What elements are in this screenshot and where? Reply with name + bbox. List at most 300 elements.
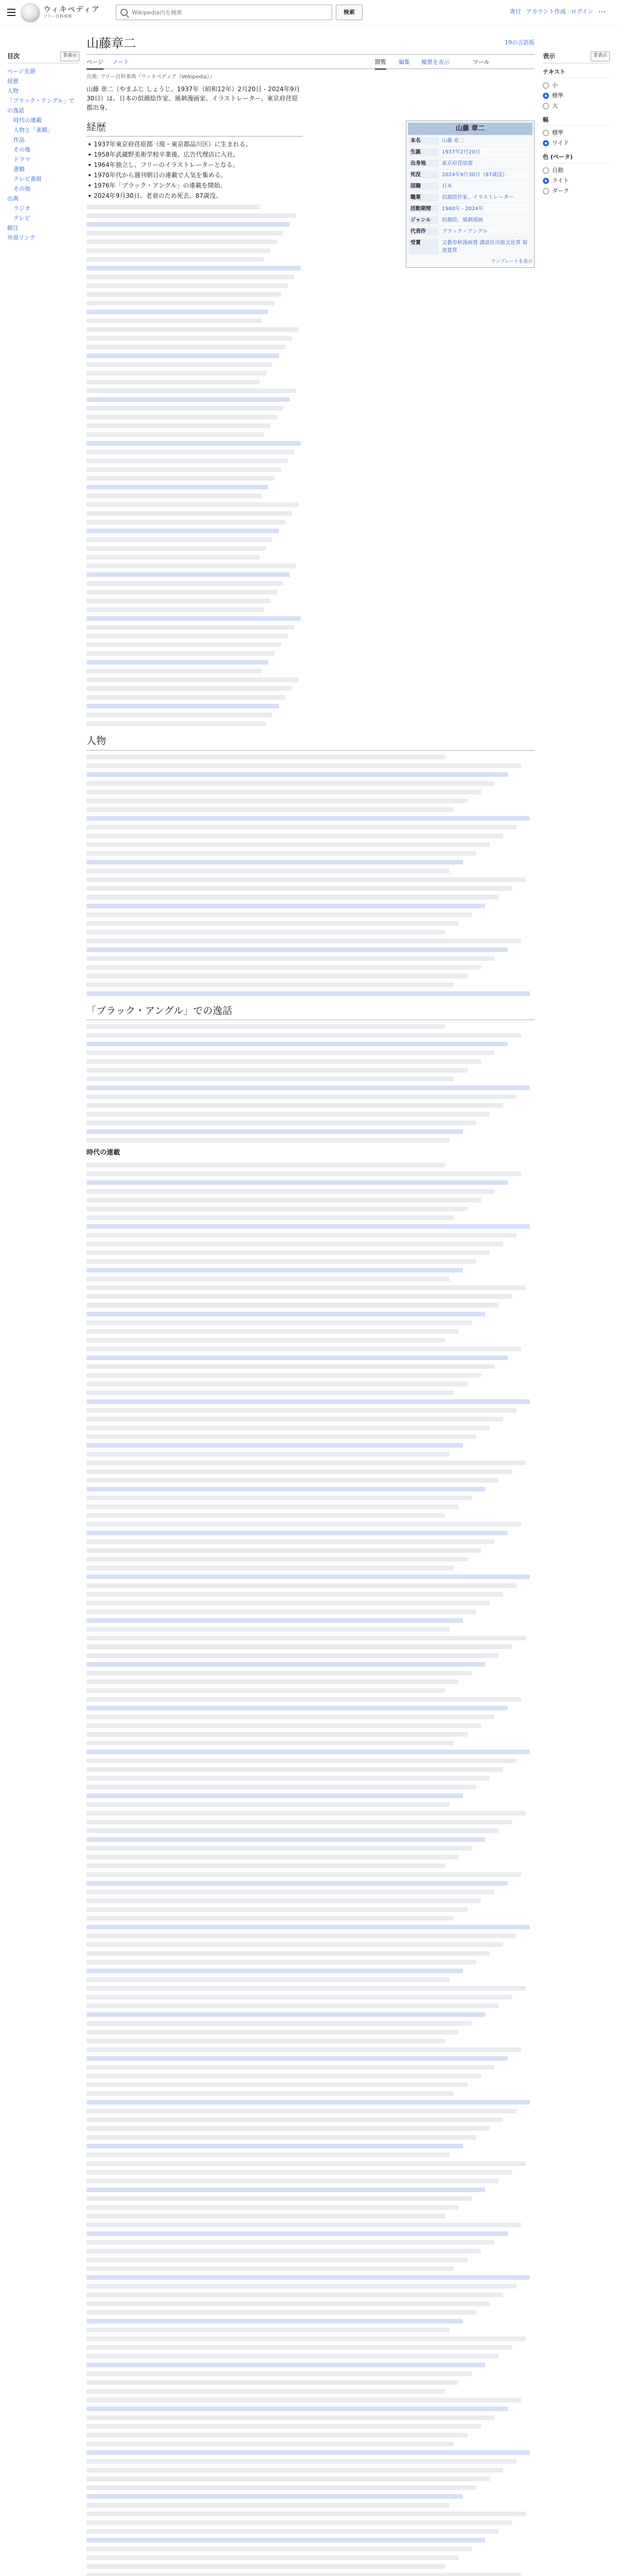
body-text-line: [87, 886, 512, 891]
body-text-line: [87, 825, 517, 829]
body-text-line: [87, 1373, 481, 1378]
toc-hide-button[interactable]: 非表示: [60, 52, 79, 61]
body-text-line: [87, 1426, 490, 1430]
body-text-line: [87, 634, 288, 638]
body-text-line: [87, 1198, 481, 1202]
body-text-line: [87, 494, 262, 498]
body-text-line: [87, 772, 508, 777]
option-label: 自動: [552, 166, 563, 174]
body-text-line: [87, 1478, 499, 1483]
body-text-line: [87, 327, 299, 332]
infobox-key: 生誕: [409, 148, 439, 156]
subsection-series: 時代の連載: [87, 1149, 121, 1157]
body-text-line: [87, 781, 494, 786]
body-text-line: [87, 895, 499, 900]
body-text-line: [87, 1138, 450, 1143]
body-text-line: [87, 1872, 521, 1877]
infobox-value[interactable]: 2024年9月30日（87歳没）: [442, 172, 508, 178]
body-text-line: [87, 231, 283, 235]
career-item: 1976年「ブラック・アングル」の連載を開始。: [87, 181, 303, 190]
body-text-line: [87, 1890, 494, 1894]
body-text-line: [87, 1802, 450, 1807]
radio-icon[interactable]: [543, 82, 549, 89]
from-line: 出典: フリー百科事典『ウィキペディア（Wikipedia）』: [87, 74, 215, 80]
body-text-line: [87, 2363, 485, 2367]
toc-item[interactable]: 外部リンク: [7, 234, 36, 242]
search-box[interactable]: [116, 5, 332, 20]
body-text-line: [87, 2380, 458, 2385]
body-text-line: [87, 1776, 490, 1781]
toc-subitem[interactable]: 書籍: [13, 166, 25, 173]
radio-icon[interactable]: [543, 103, 549, 109]
body-text-line: [87, 222, 290, 227]
body-text-line: [87, 1583, 517, 1588]
body-text-line: [87, 851, 476, 856]
appearance-option[interactable]: [543, 80, 610, 91]
body-text-line: [87, 1811, 526, 1816]
body-text-line: [87, 607, 264, 612]
body-text-line: [87, 2494, 463, 2499]
tab-page[interactable]: ページ: [87, 58, 104, 70]
body-text-line: [87, 2135, 476, 2140]
infobox-key: 職業: [409, 194, 439, 201]
personal-tools: [510, 7, 606, 16]
body-text-line: [87, 2354, 499, 2359]
body-text-line: [87, 2153, 450, 2157]
body-text-line: [87, 2056, 508, 2061]
body-text-line: [87, 2555, 458, 2560]
body-text-line: [87, 318, 262, 323]
body-text-line: [87, 1443, 463, 1448]
appearance-option[interactable]: [543, 165, 610, 176]
infobox-title: 山藤 章二: [408, 123, 533, 135]
body-text-line: [87, 2188, 485, 2192]
body-text-line: [87, 1504, 458, 1509]
body-text-line: [87, 397, 290, 402]
toc-subitem[interactable]: その他: [13, 185, 30, 193]
infobox-key: 代表作: [409, 228, 439, 235]
body-text-line: [87, 1129, 463, 1134]
body-text-line: [87, 1303, 499, 1308]
wordmark-tagline: フリー百科事典: [43, 14, 72, 19]
body-text-line: [87, 1207, 468, 1211]
toc-subitem[interactable]: 作品: [13, 137, 25, 144]
search-button[interactable]: 検索: [336, 5, 363, 20]
body-text-line: [87, 1355, 508, 1360]
infobox-key: 受賞: [409, 239, 439, 255]
section-black-angle: 「ブラック・アングル」での逸話: [87, 1003, 535, 1020]
text-size-label: テキスト: [543, 67, 610, 78]
body-text-line: [87, 686, 292, 691]
body-text-line: [87, 275, 294, 279]
login-link[interactable]: ログイン: [571, 8, 593, 15]
body-text-line: [87, 2310, 476, 2315]
body-text-line: [87, 2345, 512, 2350]
body-text-line: [87, 2214, 445, 2218]
body-text-line: [87, 2109, 517, 2113]
body-text-line: [87, 1697, 521, 1702]
toc-subitem[interactable]: 人物と「雀戦」: [13, 127, 53, 134]
infobox-row: [408, 135, 533, 146]
body-text-line: [87, 1715, 494, 1719]
toc-item[interactable]: 「ブラック・アングル」での逸話: [7, 97, 75, 114]
body-text-line: [87, 2012, 485, 2017]
body-text-line: [87, 1382, 468, 1386]
body-text-line: [87, 625, 294, 630]
body-text-line: [87, 2328, 450, 2332]
body-text-line: [87, 1995, 512, 1999]
body-text-line: [87, 1793, 463, 1798]
body-text-line: [87, 362, 272, 367]
body-text-line: [87, 956, 494, 961]
body-text-line: [87, 266, 301, 270]
body-text-line: [87, 2039, 445, 2043]
body-text-line: [87, 1828, 499, 1833]
body-text-line: [87, 1452, 450, 1456]
body-text-line: [87, 1277, 450, 1281]
radio-icon[interactable]: [543, 93, 549, 99]
career-item: 1964年独立し、フリーのイラストレーターとなる。: [87, 160, 303, 170]
infobox-row: [408, 169, 533, 180]
infobox-key: 国籍: [409, 182, 439, 190]
body-text-line: [87, 834, 503, 838]
toc-item[interactable]: 出典: [7, 195, 19, 202]
body-text-line: [87, 257, 264, 262]
article: [87, 34, 535, 2576]
infobox-key: 出身地: [409, 160, 439, 167]
body-text-line: [87, 1434, 476, 1439]
body-text-line: [87, 1189, 494, 1194]
body-text-line: [87, 2336, 526, 2341]
appearance-option[interactable]: [543, 91, 610, 101]
body-text-line: [87, 1723, 481, 1728]
body-text-line: [87, 695, 285, 700]
body-text-line: [87, 406, 283, 411]
toc-item[interactable]: 経歴: [7, 78, 19, 85]
body-text-line: [87, 1601, 490, 1605]
body-text-line: [87, 1767, 503, 1772]
body-text-line: [87, 2100, 530, 2105]
body-text-line: [87, 1417, 503, 1421]
infobox: [406, 121, 535, 268]
body-text-line: [87, 1907, 468, 1912]
body-text-line: [87, 2117, 503, 2122]
body-text-line: [87, 974, 468, 978]
radio-icon[interactable]: [543, 188, 549, 194]
body-text-line: [87, 1671, 472, 1675]
menu-icon[interactable]: [7, 9, 15, 16]
infobox-value[interactable]: 東京府荏原郡: [442, 161, 473, 166]
infobox-row: [408, 226, 533, 237]
body-text-line: [87, 1312, 485, 1316]
radio-icon[interactable]: [543, 140, 549, 146]
toc-subitem[interactable]: ラジオ: [13, 205, 30, 212]
body-text-line: [87, 248, 270, 253]
body-text-line: [87, 1259, 476, 1264]
body-text-line: [87, 2564, 445, 2569]
body-text-line: [87, 764, 521, 768]
body-text-line: [87, 1121, 476, 1125]
body-text-line: [87, 2398, 521, 2402]
option-label: ワイド: [552, 140, 569, 147]
body-text-line: [87, 1285, 526, 1290]
infobox-key: 死没: [409, 171, 439, 179]
body-text-line: [87, 2126, 490, 2131]
body-text-line: [87, 2047, 521, 2052]
option-label: 標準: [552, 129, 563, 137]
body-text-line: [87, 1242, 503, 1246]
body-text-line: [87, 1539, 494, 1544]
section-person: 人物: [87, 733, 535, 750]
infobox-key: 本名: [409, 137, 439, 145]
career-item: 2024年9月30日、老衰のため死去。87歳没。: [87, 191, 303, 200]
tab-edit[interactable]: 編集: [399, 59, 410, 65]
body-text-line: [87, 1934, 517, 1938]
career-list: [87, 140, 303, 200]
body-text-line: [87, 292, 281, 297]
body-text-line: [87, 790, 481, 794]
career-item: 1970年代から週刊朝日の連載で人気を集める。: [87, 171, 303, 180]
toc-subitem[interactable]: ドラマ: [13, 156, 30, 163]
body-text-line: [87, 1487, 485, 1492]
body-text-line: [87, 283, 288, 288]
body-text-line: [87, 1750, 530, 1754]
search-icon: [121, 9, 128, 16]
toc-subitem[interactable]: テレビ番組: [13, 176, 42, 183]
radio-icon[interactable]: [543, 130, 549, 136]
body-text-line: [87, 2223, 521, 2227]
donate-link[interactable]: 寄付: [509, 8, 521, 15]
body-text-line: [87, 616, 301, 621]
body-text-line: [87, 1758, 517, 1763]
toc-item[interactable]: 脚注: [7, 225, 19, 232]
option-label: ダーク: [552, 187, 569, 194]
body-text-line: [87, 2284, 517, 2289]
radio-icon[interactable]: [543, 178, 549, 184]
body-text-line: [87, 2266, 454, 2271]
body-text-line: [87, 1496, 472, 1500]
body-text-line: [87, 1925, 530, 1929]
language-button[interactable]: 19の言語版: [505, 39, 535, 46]
body-text-line: [87, 502, 299, 507]
toc-subitem[interactable]: テレビ: [13, 215, 30, 222]
body-text-line: [87, 1680, 458, 1684]
body-text-line: [87, 2205, 458, 2210]
body-text-line: [87, 2004, 499, 2008]
body-text-line: [87, 2547, 472, 2551]
body-text-line: [87, 1977, 450, 1982]
body-text-line: [87, 2030, 458, 2035]
body-text-line: [87, 2301, 490, 2306]
body-text-line: [87, 2196, 472, 2201]
body-text-line: [87, 2275, 530, 2280]
infobox-value[interactable]: 文藝春秋漫画賞 講談社出版文化賞 菊池寛賞: [442, 240, 528, 253]
more-icon[interactable]: ⋯: [598, 7, 606, 16]
body-text-line: [87, 1557, 468, 1562]
body-text-line: [87, 1364, 494, 1369]
infobox-row: [408, 203, 533, 214]
body-text-line: [87, 1068, 468, 1073]
infobox-value[interactable]: 1960年 - 2024年: [442, 206, 484, 212]
appearance-option[interactable]: [543, 176, 610, 186]
infobox-value[interactable]: 1937年2月20日: [442, 149, 480, 155]
body-text-line: [87, 1741, 454, 1745]
infobox-value[interactable]: ブラック・アングル: [442, 229, 488, 234]
body-text-line: [87, 921, 458, 926]
toc-subitem[interactable]: 時代の連載: [13, 117, 42, 124]
infobox-value[interactable]: 日本: [442, 183, 452, 189]
body-text-line: [87, 529, 279, 533]
infobox-value[interactable]: 似顔絵、風刺漫画: [442, 217, 483, 223]
body-text-line: [87, 2538, 485, 2543]
career-item: 1958年武蔵野美術学校卒業後、広告代理店に入社。: [87, 150, 303, 159]
body-text-line: [87, 1338, 445, 1343]
body-text-line: [87, 2503, 450, 2507]
appearance-panel: [543, 52, 610, 196]
body-text-line: [87, 1732, 468, 1737]
body-text-line: [87, 1609, 476, 1614]
body-text-line: [87, 2082, 468, 2087]
appearance-option[interactable]: [543, 101, 610, 111]
tab-talk[interactable]: ノート: [112, 59, 129, 65]
body-text-line: [87, 2485, 476, 2490]
body-text-line: [87, 1899, 481, 1903]
body-text-line: [87, 467, 281, 472]
body-text-line: [87, 485, 268, 489]
body-text-line: [87, 877, 526, 882]
appearance-option[interactable]: [543, 128, 610, 138]
wordmark[interactable]: [43, 5, 100, 20]
body-text-line: [87, 713, 272, 717]
body-text-line: [87, 511, 292, 516]
body-text-line: [87, 1662, 485, 1667]
body-text-line: [87, 1329, 458, 1334]
body-text-line: [87, 1250, 490, 1255]
body-text-line: [87, 991, 530, 996]
infobox-row: [408, 180, 533, 192]
toc-title: 目次: [7, 53, 20, 60]
body-text-line: [87, 213, 296, 218]
option-label: 小: [552, 81, 558, 89]
body-text-line: [87, 1785, 476, 1789]
body-text-line: [87, 432, 264, 437]
body-text-line: [87, 1163, 445, 1167]
body-text-line: [87, 2415, 494, 2420]
body-text-line: [87, 912, 472, 917]
toc-item[interactable]: 人物: [7, 88, 19, 95]
radio-icon[interactable]: [543, 167, 549, 174]
body-text-line: [87, 1942, 503, 1947]
option-label: ライト: [552, 177, 569, 184]
table-of-contents: [7, 52, 79, 243]
body-text-line: [87, 904, 485, 908]
body-text-line: [87, 240, 277, 244]
body-text-line: [87, 799, 468, 803]
body-text-line: [87, 555, 260, 560]
body-text-line: [87, 1224, 530, 1229]
body-text-line: [87, 590, 277, 595]
section-career: 経歴: [87, 120, 303, 137]
body-text-line: [87, 2406, 508, 2411]
option-label: 大: [552, 102, 558, 109]
appearance-option[interactable]: [543, 138, 610, 148]
body-text-line: [87, 755, 445, 759]
body-text-line: [87, 1399, 530, 1404]
body-text-line: [87, 205, 260, 209]
body-text-line: [87, 930, 445, 935]
infobox-row: [408, 146, 533, 158]
body-text-line: [87, 1469, 512, 1474]
body-text-line: [87, 1574, 530, 1579]
body-text-line: [87, 1112, 490, 1116]
body-text-line: [87, 2468, 503, 2472]
body-text-line: [87, 1391, 454, 1395]
body-text-line: [87, 2389, 445, 2394]
create-account-link[interactable]: アカウント作成: [526, 8, 566, 15]
body-text-line: [87, 371, 266, 376]
body-text-line: [87, 721, 266, 726]
body-text-line: [87, 1969, 463, 1973]
search-input[interactable]: [132, 7, 286, 18]
toc-item[interactable]: ページ先頭: [7, 68, 36, 75]
body-text-line: [87, 1645, 512, 1649]
body-text-line: [87, 816, 530, 821]
body-text-line: [87, 1916, 454, 1921]
body-text-line: [87, 704, 279, 708]
body-text-line: [87, 2477, 490, 2481]
body-text-line: [87, 869, 450, 873]
body-text-line: [87, 2179, 499, 2183]
appearance-hide-button[interactable]: 非表示: [591, 52, 610, 61]
body-text-line: [87, 581, 283, 586]
infobox-value[interactable]: 山藤 章二: [442, 138, 465, 144]
body-text-line: [87, 441, 301, 446]
body-text-line: [87, 380, 260, 384]
body-text-line: [87, 1024, 445, 1029]
body-text-line: [87, 2520, 512, 2525]
lead-paragraph: 山藤 章二（やまふじ しょうじ、1937年（昭和12年）2月20日 - 2024年9月30日）は、日本の似顔絵作家、風刺漫画家、イラストレーター。東京府荏原郡出身。: [87, 86, 300, 111]
tab-tools[interactable]: ツール: [473, 59, 490, 65]
body-text-line: [87, 1103, 503, 1108]
body-text-line: [87, 651, 274, 656]
body-text-line: [87, 310, 268, 314]
body-text-line: [87, 1408, 517, 1413]
body-text-line: [87, 599, 270, 603]
wikipedia-logo[interactable]: [21, 3, 40, 23]
body-text-line: [87, 1172, 521, 1176]
body-text-line: [87, 336, 292, 341]
body-text-line: [87, 1951, 490, 1956]
infobox-template-link[interactable]: テンプレートを表示: [491, 259, 533, 264]
body-text-line: [87, 1636, 526, 1640]
body-text-line: [87, 677, 299, 682]
body-text-line: [87, 1233, 517, 1238]
appearance-option[interactable]: [543, 186, 610, 196]
infobox-value[interactable]: 似顔絵作家、イラストレーター: [442, 195, 514, 200]
width-label: 幅: [543, 115, 610, 126]
body-text-line: [87, 1050, 494, 1055]
tab-history[interactable]: 履歴を表示: [421, 59, 450, 65]
body-text-line: [87, 2258, 468, 2262]
body-text-line: [87, 1881, 508, 1886]
body-text-line: [87, 1215, 454, 1220]
body-text-line: [87, 1531, 508, 1535]
body-text-line: [87, 1566, 454, 1570]
body-text-line: [87, 982, 454, 987]
body-text-line: [87, 2512, 526, 2516]
tab-read[interactable]: 閲覧: [375, 58, 386, 70]
toc-subitem[interactable]: その後: [13, 146, 30, 154]
